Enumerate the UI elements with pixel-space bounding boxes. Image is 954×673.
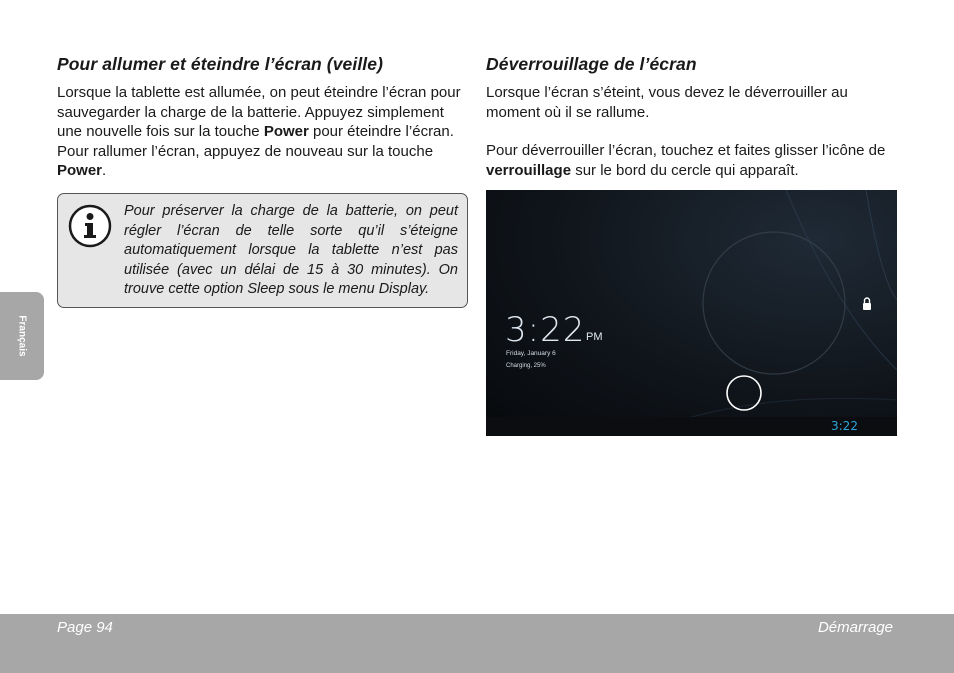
- unlock-paragraph-2: Pour déverrouiller l’écran, touchez et faites glisser l’icône de verrouillage sur le bord du cercle qui apparaît.: [486, 142, 886, 179]
- status-bar-time: 3:22: [831, 419, 858, 433]
- lock-icon[interactable]: [863, 298, 871, 310]
- lock-screen-charging: Charging, 25%: [506, 363, 546, 369]
- language-tab-label: Français: [16, 315, 28, 357]
- page-footer: [0, 614, 954, 673]
- unlock-ring: [703, 232, 845, 374]
- section-title-unlock: Déverrouillage de l’écran: [486, 54, 697, 74]
- left-column: [57, 54, 467, 181]
- info-note-box: [57, 193, 468, 308]
- info-icon: [68, 204, 112, 248]
- lock-screen-clock: 3:22: [505, 310, 586, 350]
- right-column: [486, 54, 898, 180]
- lock-screen-ampm: PM: [586, 331, 603, 343]
- language-tab: [0, 292, 44, 380]
- sleep-paragraph: Lorsque la tablette est allumée, on peut éteindre l’écran pour sauvegarder la charge de la batterie. Appuyez simplement une nouvelle fois sur la touche Power pour éteindre l’écran. Pour rallumer l’écran, appuyez de nouveau sur la touche Power.: [57, 84, 461, 179]
- lock-screen-image: [486, 190, 897, 436]
- chapter-name: Démarrage: [817, 619, 893, 636]
- page-number: Page 94: [57, 619, 113, 636]
- unlock-handle-circle[interactable]: [727, 376, 761, 410]
- section-title-screen-sleep: Pour allumer et éteindre l’écran (veille): [57, 54, 384, 74]
- lock-screen-date: Friday, January 6: [506, 350, 556, 357]
- unlock-paragraph-1: Lorsque l’écran s’éteint, vous devez le déverrouiller au moment où il se rallume.: [486, 84, 848, 121]
- note-text: Pour préserver la charge de la batterie, on peut régler l’écran de telle sorte qu’il s’éteigne automatiquement lorsque la tablette n’est pas utilisée (avec un délai de 15 à 30 minutes). On trouve cette option Sleep sous le menu Display.: [124, 203, 458, 297]
- status-bar: [486, 417, 897, 436]
